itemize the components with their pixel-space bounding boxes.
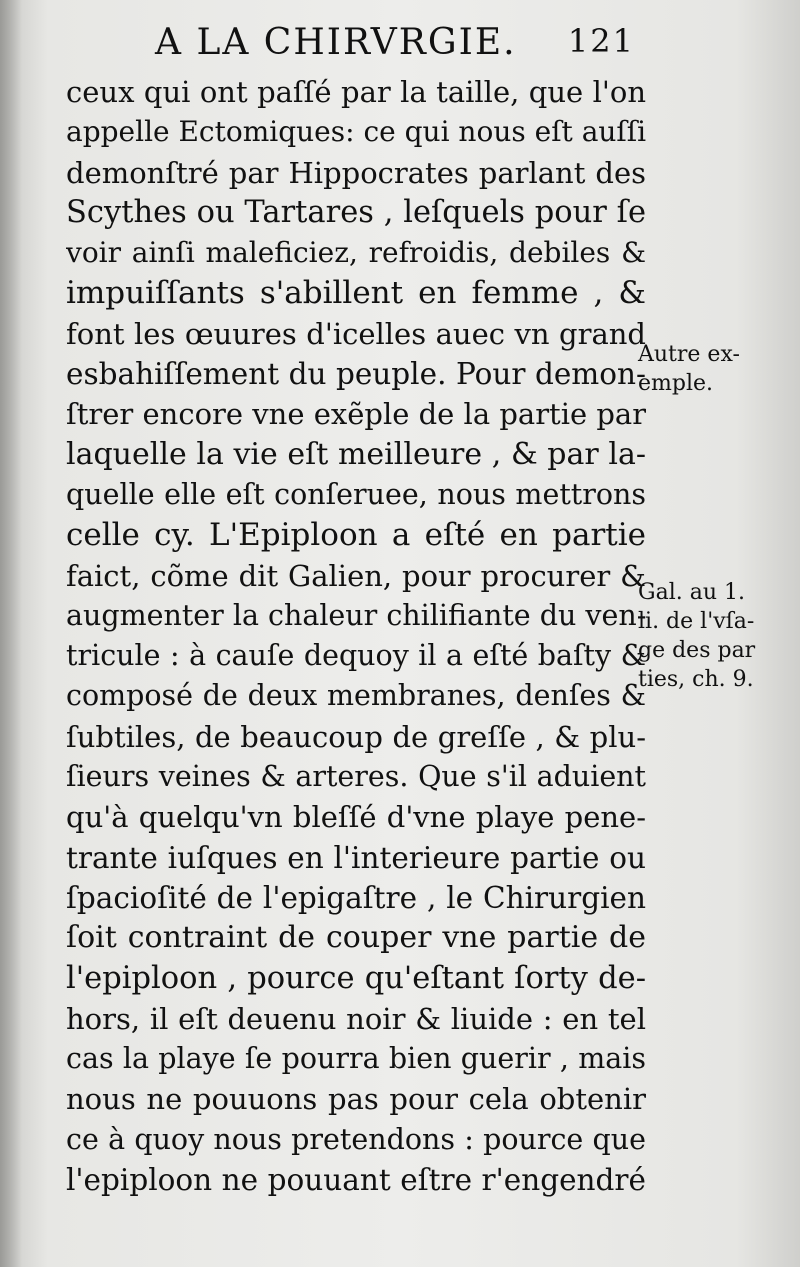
text-line: ceux qui ont paſſé par la taille, que l'on (66, 75, 646, 109)
spine-shadow (0, 0, 22, 1267)
text-line: esbahiſſement du peuple. Pour demon- (66, 357, 646, 392)
text-line: l'epiploon ne pouuant eſtre r'engendré (66, 1163, 646, 1198)
text-line: tricule : à cauſe dequoy il a eſté baſty & (66, 639, 646, 673)
text-line: celle cy. L'Epiploon a eſté en partie (66, 517, 646, 554)
text-line: laquelle la vie eſt meilleure , & par la- (66, 436, 646, 472)
text-line: nous ne pouuons pas pour cela obtenir (66, 1082, 646, 1117)
text-line: trante iuſques en l'interieure partie ou (66, 840, 646, 875)
text-line: faict, cõme dit Galien, pour procurer & (66, 558, 646, 593)
text-line: demonſtré par Hippocrates parlant des (66, 155, 646, 190)
text-line: ſoit contraint de couper vne partie de (66, 920, 646, 956)
text-line: voir ainſi maleficiez, refroidis, debiles & (66, 236, 646, 270)
text-line: composé de deux membranes, denſes & (66, 679, 646, 713)
body-text (66, 72, 646, 1200)
text-line: Scythes ou Tartares , leſquels pour ſe (66, 194, 646, 230)
margin-note-line: emple. (638, 371, 714, 396)
margin-note-line: ge des par (638, 638, 756, 663)
running-head (155, 22, 635, 72)
margin-note-line: ties, ch. 9. (638, 667, 754, 692)
text-line: ſubtiles, de beaucoup de greſſe , & plu- (66, 719, 646, 754)
margin-note-example (638, 340, 788, 398)
text-line: l'epiploon , pource qu'eſtant ſorty de- (66, 960, 646, 996)
text-line: qu'à quelqu'vn bleſſé d'vne playe pene- (66, 800, 646, 835)
text-line: cas la playe ſe pourra bien guerir , mais (66, 1042, 646, 1076)
text-line: impuiſſants s'abillent en femme , & (66, 275, 646, 312)
page-number: 121 (567, 22, 635, 60)
margin-note-line: Autre ex- (638, 342, 740, 367)
text-line: ſpacioſité de l'epigaſtre , le Chirurgien (66, 880, 646, 915)
margin-note-citation (638, 578, 788, 694)
running-title: A LA CHIRVRGIE. (155, 22, 517, 63)
text-line: hors, il eſt deuenu noir & liuide : en tel (66, 1001, 646, 1036)
text-line: augmenter la chaleur chilifiante du ven- (66, 598, 646, 632)
margin-note-line: Gal. au 1. (638, 580, 745, 605)
text-line: ce à quoy nous pretendons : pource que (66, 1122, 646, 1156)
margin-note-line: li. de l'vſa- (638, 609, 755, 634)
text-line: ſieurs veines & arteres. Que s'il aduient (66, 760, 646, 794)
text-line: ſtrer encore vne exẽple de la partie par (66, 397, 646, 432)
text-line: font les œuures d'icelles auec vn grand (66, 316, 646, 351)
text-line: appelle Ectomiques: ce qui nous eſt auſſi (66, 115, 646, 149)
text-line: quelle elle eſt conſeruee, nous mettrons (66, 477, 646, 511)
